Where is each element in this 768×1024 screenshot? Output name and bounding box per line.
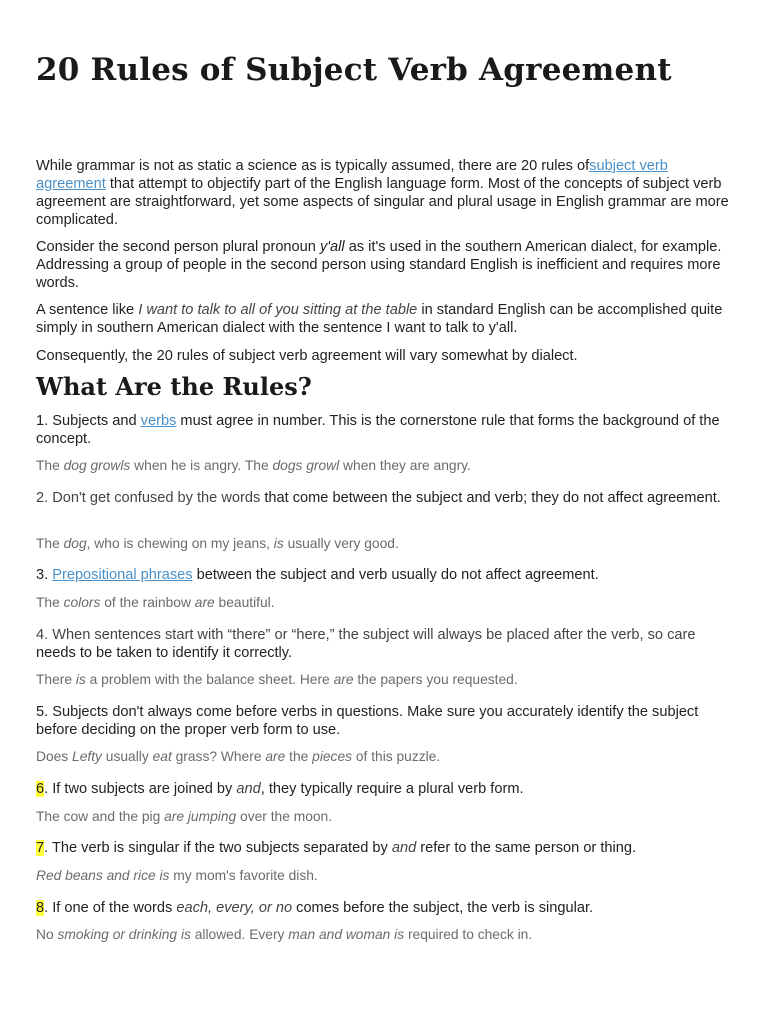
rule-number-highlight: 6 — [36, 781, 45, 797]
rule-5-example — [36, 748, 736, 766]
text: The — [36, 595, 64, 610]
intro-paragraph-2 — [36, 238, 736, 292]
emphasis: dog — [63, 536, 87, 551]
emphasis: are jumping — [164, 809, 237, 824]
rule-number-highlight: 7 — [36, 840, 45, 856]
text: when they are angry. — [339, 458, 471, 473]
text: the — [285, 749, 313, 764]
rule-2 — [36, 489, 736, 507]
text: that attempt to objectify part of the English language form. Most of the concepts of subject verb agreement are straightforward, yet some aspects of singular and plural usage in English grammar are more complicated. — [36, 176, 729, 228]
rule-4-example — [36, 671, 736, 689]
rule-7 — [36, 839, 736, 857]
rule-5: 5. Subjects don't always come before verbs in questions. Make sure you accurately identify the subject before deciding on the proper verb form to use. — [36, 704, 699, 738]
intro-paragraph-4: Consequently, the 20 rules of subject verb agreement will vary somewhat by dialect. — [36, 348, 578, 364]
text: when he is angry. The — [130, 458, 273, 473]
verbs-link[interactable]: verbs — [140, 413, 177, 429]
text: comes before the subject, the verb is singular. — [292, 900, 594, 916]
text: between the subject and verb usually do not affect agreement. — [192, 567, 599, 583]
emphasis: Lefty — [72, 749, 102, 764]
text: of the rainbow — [100, 595, 195, 610]
text: beautiful. — [214, 595, 275, 610]
text: A sentence like — [36, 302, 139, 318]
emphasis: smoking or drinking is — [57, 927, 191, 942]
rule-2-example — [36, 535, 736, 553]
text: No — [36, 927, 58, 942]
emphasis: are — [333, 672, 354, 687]
emphasis: each, every, or no — [176, 900, 293, 916]
text: The — [36, 458, 64, 473]
text: as it's used in the southern American dialect, for example. Addressing a group of people in the second person using standard English is inefficient and requires more words. — [36, 239, 722, 291]
emphasis: pieces — [312, 749, 353, 764]
prepositional-phrases-link[interactable]: Prepositional phrases — [52, 567, 193, 583]
rule-1-example — [36, 457, 736, 475]
rule-8-example — [36, 926, 736, 944]
rule-3 — [36, 566, 736, 584]
emphasis: dogs growl — [272, 458, 340, 473]
emphasis: colors — [63, 595, 101, 610]
text: allowed. Every — [190, 927, 289, 942]
emphasis: and — [391, 840, 417, 856]
text: , they typically require a plural verb form. — [260, 781, 524, 797]
text: The — [36, 536, 64, 551]
text: . If two subjects are joined by — [44, 781, 237, 797]
text: in standard English can be accomplished quite simply in southern American dialect with the sentence I want to talk to y'all. — [36, 302, 723, 336]
text: usually — [101, 749, 153, 764]
emphasis: are — [265, 749, 286, 764]
emphasis: dog growls — [63, 458, 131, 473]
text: There — [36, 672, 76, 687]
rule-8 — [36, 899, 736, 917]
text: my mom's favorite dish. — [169, 868, 318, 883]
text: that come between the subject and verb; they do not affect agreement. — [260, 490, 721, 506]
text: usually very good. — [283, 536, 399, 551]
text: , who is chewing on my jeans, — [86, 536, 274, 551]
text: The cow and the pig — [36, 809, 165, 824]
text: . If one of the words — [44, 900, 177, 916]
text: 2. Don't get confused by the words — [36, 490, 261, 506]
text: over the moon. — [236, 809, 333, 824]
text: 4. When sentences start with “there” or “here,” the subject will always be placed after the verb, so care — [36, 627, 696, 643]
rule-6-example — [36, 808, 736, 826]
text: a problem with the balance sheet. Here — [85, 672, 334, 687]
emphasis: are — [194, 595, 215, 610]
text: the papers you requested. — [353, 672, 518, 687]
rule-4 — [36, 626, 736, 662]
rule-1 — [36, 412, 736, 448]
text: refer to the same person or thing. — [416, 840, 637, 856]
text: grass? Where — [171, 749, 266, 764]
intro-paragraph-1 — [36, 157, 736, 229]
text: . The verb is singular if the two subjects separated by — [44, 840, 392, 856]
rule-7-example — [36, 867, 736, 885]
text: required to check in. — [404, 927, 533, 942]
emphasis: I want to talk to all of you sitting at the table — [138, 302, 418, 318]
intro-paragraph-3 — [36, 301, 736, 337]
text: must agree in number. This is the cornerstone rule that forms the background of the concept. — [36, 413, 720, 447]
section-heading: What Are the Rules? — [36, 372, 312, 401]
emphasis: y'all — [319, 239, 345, 255]
text: 3. — [36, 567, 53, 583]
text: needs to be taken to identify it correctly. — [36, 645, 293, 661]
text: Consider the second person plural pronoun — [36, 239, 320, 255]
text: of this puzzle. — [352, 749, 441, 764]
emphasis: and — [236, 781, 261, 797]
emphasis: Red beans and rice is — [36, 868, 170, 883]
emphasis: man and woman is — [288, 927, 405, 942]
rule-number-highlight: 8 — [36, 900, 45, 916]
page-title: 20 Rules of Subject Verb Agreement — [36, 52, 672, 88]
emphasis: is — [273, 536, 284, 551]
subject-verb-agreement-link[interactable]: subject verb agreement — [36, 158, 668, 192]
text: Does — [36, 749, 73, 764]
text: While grammar is not as static a science as is typically assumed, there are 20 rules of — [36, 158, 590, 174]
rule-3-example — [36, 594, 736, 612]
rule-6 — [36, 780, 736, 798]
emphasis: is — [75, 672, 86, 687]
text: 1. Subjects and — [36, 413, 141, 429]
emphasis: eat — [152, 749, 172, 764]
